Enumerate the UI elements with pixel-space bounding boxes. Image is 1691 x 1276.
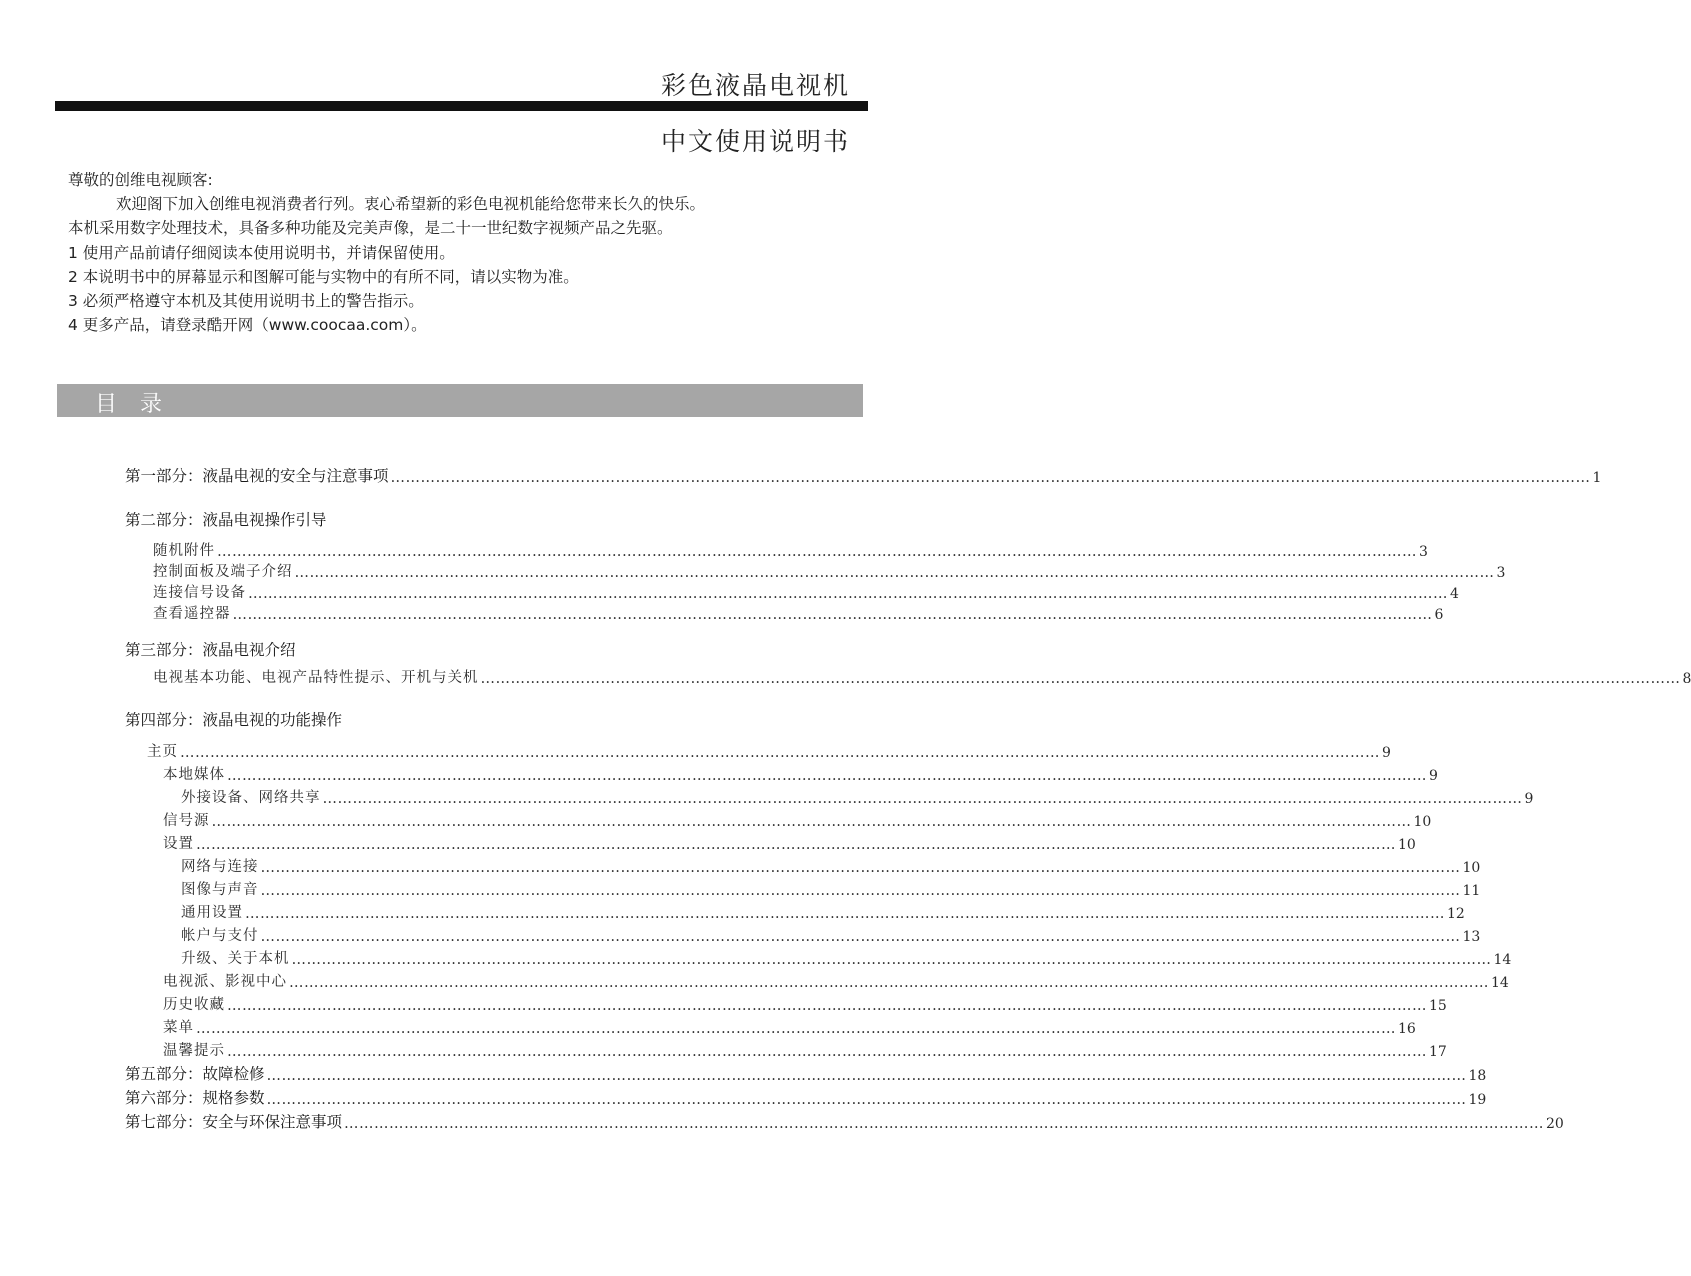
toc-entry-label: 第三部分：液晶电视介绍 (125, 641, 296, 659)
toc-entry-label: 第四部分：液晶电视的功能操作 (125, 711, 343, 729)
toc-leader-dots: …………………………………………………………………………………………………………………………………………………………………………………………………………………… (294, 565, 1495, 581)
toc-leader-dots: …………………………………………………………………………………………………………………………………………………………………………………………………………………… (196, 837, 1396, 853)
toc-section-row (153, 538, 1428, 560)
toc-leader-dots: …………………………………………………………………………………………………………………………………………………………………………………………………………………… (291, 952, 1492, 968)
toc-entry-label: 控制面板及端子介绍 (153, 564, 293, 580)
toc-page-number: 10 (1462, 860, 1481, 876)
toc-part-row (125, 1086, 1487, 1108)
toc-entry-label: 第五部分：故障检修 (125, 1065, 265, 1083)
toc-entry-label: 升级、关于本机 (181, 951, 290, 967)
toc-entry-label: 历史收藏 (163, 997, 225, 1013)
toc-section-row (163, 762, 1438, 784)
toc-page-number: 3 (1496, 565, 1506, 581)
toc-section-row (181, 854, 1481, 876)
toc-leader-dots: …………………………………………………………………………………………………………………………………………………………………………………………………………………… (217, 544, 1417, 560)
manual-title-language: 中文使用说明书 (660, 127, 850, 156)
toc-heading-bar (57, 384, 863, 417)
toc-leader-dots: …………………………………………………………………………………………………………………………………………………………………………………………………………………… (227, 768, 1427, 784)
toc-heading: 目 录 (95, 392, 170, 417)
toc-entry-label: 查看遥控器 (153, 606, 231, 622)
toc-section-row (153, 665, 1691, 687)
toc-entry-label: 第一部分：液晶电视的安全与注意事项 (125, 467, 389, 485)
toc-section-row (181, 900, 1465, 922)
toc-leader-dots: …………………………………………………………………………………………………………………………………………………………………………………………………………………… (260, 929, 1461, 945)
toc-section-row (163, 1038, 1447, 1060)
toc-page-number: 9 (1382, 745, 1391, 761)
toc-section-row (147, 739, 1391, 761)
toc-page-number: 3 (1419, 544, 1428, 560)
toc-section-row (163, 992, 1447, 1014)
toc-section-row (153, 601, 1444, 623)
toc-leader-dots: …………………………………………………………………………………………………………………………………………………………………………………………………………………… (266, 1092, 1467, 1108)
toc-page-number: 6 (1434, 607, 1444, 623)
toc-leader-dots: …………………………………………………………………………………………………………………………………………………………………………………………………………………… (480, 671, 1681, 687)
toc-section-row (181, 785, 1534, 807)
toc-section-row (181, 923, 1481, 945)
toc-entry-label: 设置 (163, 836, 194, 852)
toc-page-number: 14 (1491, 975, 1509, 991)
toc-page-number: 9 (1429, 768, 1438, 784)
toc-part-row (125, 1110, 1564, 1132)
toc-entry-label: 帐户与支付 (181, 928, 259, 944)
toc-leader-dots: …………………………………………………………………………………………………………………………………………………………………………………………………………………… (196, 1021, 1396, 1037)
manual-title-product: 彩色液晶电视机 (660, 71, 850, 100)
toc-page-number: 15 (1429, 998, 1447, 1014)
toc-entry-label: 第七部分：安全与环保注意事项 (125, 1113, 343, 1131)
header-rule (55, 101, 868, 111)
toc-entry-label: 信号源 (163, 813, 210, 829)
welcome-text: 欢迎阁下加入创维电视消费者行列。衷心希望新的彩色电视机能给您带来长久的快乐。 (116, 195, 706, 214)
toc-page-number: 19 (1468, 1092, 1487, 1108)
toc-entry-label: 连接信号设备 (153, 585, 246, 601)
toc-leader-dots: …………………………………………………………………………………………………………………………………………………………………………………………………………………… (289, 975, 1489, 991)
intro-section (68, 168, 888, 337)
toc-page-number: 8 (1682, 671, 1691, 687)
toc-part-row (125, 708, 870, 730)
toc-page-number: 12 (1447, 906, 1465, 922)
toc-page-number: 9 (1524, 791, 1534, 807)
toc-part-row (125, 464, 1602, 486)
toc-entry-label: 网络与连接 (181, 859, 259, 875)
toc-part-row (125, 508, 870, 530)
toc-page-number: 10 (1413, 814, 1432, 830)
toc-page-number: 11 (1462, 883, 1481, 899)
toc-leader-dots: …………………………………………………………………………………………………………………………………………………………………………………………………………………… (211, 814, 1412, 830)
toc-leader-dots: …………………………………………………………………………………………………………………………………………………………………………………………………………………… (248, 586, 1448, 602)
features-text: 本机采用数字处理技术，具备多种功能及完美声像，是二十一世纪数字视频产品之先驱。 (68, 219, 673, 238)
toc-entry-label: 图像与声音 (181, 882, 259, 898)
note-item: 4 更多产品，请登录酷开网（www.coocaa.com）。 (68, 316, 427, 335)
toc-section-row (181, 946, 1512, 968)
note-item: 3 必须严格遵守本机及其使用说明书上的警告指示。 (68, 292, 424, 311)
toc-section-row (181, 877, 1481, 899)
toc-page-number: 10 (1398, 837, 1416, 853)
toc-entry-label: 电视派、影视中心 (163, 974, 287, 990)
toc-entry-label: 温馨提示 (163, 1043, 225, 1059)
toc-entry-label: 主页 (147, 744, 178, 760)
toc-entry-label: 随机附件 (153, 543, 215, 559)
toc-page-number: 1 (1592, 470, 1602, 486)
toc-page-number: 4 (1450, 586, 1459, 602)
toc-entry-label: 本地媒体 (163, 767, 225, 783)
toc-page-number: 16 (1398, 1021, 1416, 1037)
toc-section-row (163, 969, 1509, 991)
toc-page-number: 17 (1429, 1044, 1447, 1060)
toc-section-row (153, 580, 1459, 602)
toc-entry-label: 电视基本功能、电视产品特性提示、开机与关机 (153, 670, 479, 686)
toc-page-number: 14 (1493, 952, 1512, 968)
toc-entry-label: 菜单 (163, 1020, 194, 1036)
toc-leader-dots: …………………………………………………………………………………………………………………………………………………………………………………………………………………… (322, 791, 1523, 807)
note-item: 2 本说明书中的屏幕显示和图解可能与实物中的有所不同，请以实物为准。 (68, 267, 579, 286)
toc-leader-dots: …………………………………………………………………………………………………………………………………………………………………………………………………………………… (232, 607, 1433, 623)
toc-section-row (153, 559, 1506, 581)
toc-section-row (163, 831, 1416, 853)
toc-leader-dots: …………………………………………………………………………………………………………………………………………………………………………………………………………………… (390, 470, 1591, 486)
toc-leader-dots: …………………………………………………………………………………………………………………………………………………………………………………………………………………… (260, 860, 1461, 876)
toc-part-row (125, 638, 870, 660)
toc-leader-dots: …………………………………………………………………………………………………………………………………………………………………………………………………………………… (227, 998, 1427, 1014)
toc-leader-dots: …………………………………………………………………………………………………………………………………………………………………………………………………………………… (180, 745, 1380, 761)
toc-page-number: 20 (1546, 1116, 1564, 1132)
toc-section-row (163, 1015, 1416, 1037)
toc-entry-label: 第六部分：规格参数 (125, 1089, 265, 1107)
toc-leader-dots: …………………………………………………………………………………………………………………………………………………………………………………………………………………… (344, 1116, 1545, 1132)
toc-page-number: 13 (1462, 929, 1481, 945)
toc-part-row (125, 1062, 1487, 1084)
toc-leader-dots: …………………………………………………………………………………………………………………………………………………………………………………………………………………… (266, 1068, 1467, 1084)
toc-leader-dots: …………………………………………………………………………………………………………………………………………………………………………………………………………………… (260, 883, 1461, 899)
greeting: 尊敬的创维电视顾客: (68, 171, 213, 189)
toc-leader-dots: …………………………………………………………………………………………………………………………………………………………………………………………………………………… (227, 1044, 1427, 1060)
toc-section-row (163, 808, 1432, 830)
toc-entry-label: 通用设置 (181, 905, 243, 921)
note-item: 1 使用产品前请仔细阅读本使用说明书，并请保留使用。 (68, 243, 455, 262)
toc-entry-label: 外接设备、网络共享 (181, 790, 321, 806)
toc-entry-label: 第二部分：液晶电视操作引导 (125, 511, 327, 529)
toc-page-number: 18 (1468, 1068, 1487, 1084)
toc-leader-dots: …………………………………………………………………………………………………………………………………………………………………………………………………………………… (245, 906, 1445, 922)
